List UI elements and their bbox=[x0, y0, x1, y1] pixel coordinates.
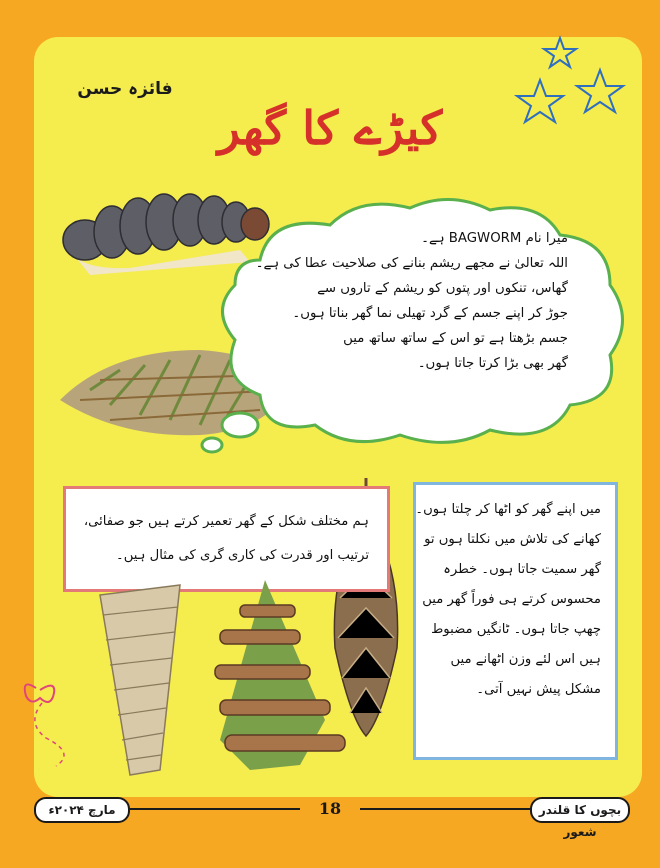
info-box-right bbox=[413, 482, 618, 760]
box-line: چھپ جاتا ہوں۔ ٹانگیں مضبوط bbox=[431, 622, 601, 637]
box-line: ہم مختلف شکل کے گھر تعمیر کرتے ہیں جو صفائی، bbox=[83, 514, 369, 529]
author-name: فائزہ حسن bbox=[77, 79, 173, 99]
box-line: ترتیب اور قدرت کی کاری گری کی مثال ہیں۔ bbox=[115, 548, 369, 563]
bubble-line: میرا نام BAGWORM ہے۔ bbox=[421, 231, 568, 246]
box-line: مشکل پیش نہیں آتی۔ bbox=[476, 682, 601, 697]
bubble-line: اللہ تعالیٰ نے مجھے ریشم بنانے کی صلاحیت عطا کی ہے۔ bbox=[255, 256, 568, 271]
stars-decoration bbox=[500, 30, 640, 140]
star-icon bbox=[577, 70, 623, 112]
star-icon bbox=[544, 38, 576, 67]
bubble-line: گھر بھی بڑا کرتا جاتا ہوں۔ bbox=[417, 356, 568, 371]
box-line: کھانے کی تلاش میں نکلتا ہوں تو bbox=[424, 532, 601, 547]
star-icon bbox=[517, 80, 563, 122]
box-line: ہیں اس لئے وزن اٹھانے میں bbox=[450, 652, 601, 667]
box-line: میں اپنے گھر کو اٹھا کر چلتا ہوں۔ bbox=[415, 502, 601, 517]
twig-case bbox=[215, 580, 345, 770]
bubble-line: گھاس، تنکوں اور پتوں کو ریشم کے تاروں سے bbox=[317, 281, 568, 296]
bubble-line: جسم بڑھتا ہے تو اس کے ساتھ ساتھ میں bbox=[343, 331, 568, 346]
log-cabin-case bbox=[100, 585, 180, 775]
thought-bubble-text bbox=[255, 226, 568, 376]
bubble-line: جوڑ کر اپنے جسم کے گرد تھیلی نما گھر بناتا ہوں۔ bbox=[292, 306, 568, 321]
page-number: 18 bbox=[300, 797, 360, 821]
box-line: گھر سمیت جاتا ہوں۔ خطرہ bbox=[443, 562, 601, 577]
bagworm-cases-image bbox=[70, 570, 380, 780]
butterfly-icon bbox=[16, 668, 96, 768]
footer-date: مارچ ۲۰۲۴ء bbox=[34, 797, 130, 823]
footer-magazine-name: بچوں کا قلندر شعور bbox=[530, 797, 630, 823]
box-line: محسوس کرتے ہی فوراً گھر میں bbox=[422, 592, 601, 607]
page-title: کیڑے کا گھر bbox=[217, 101, 443, 155]
